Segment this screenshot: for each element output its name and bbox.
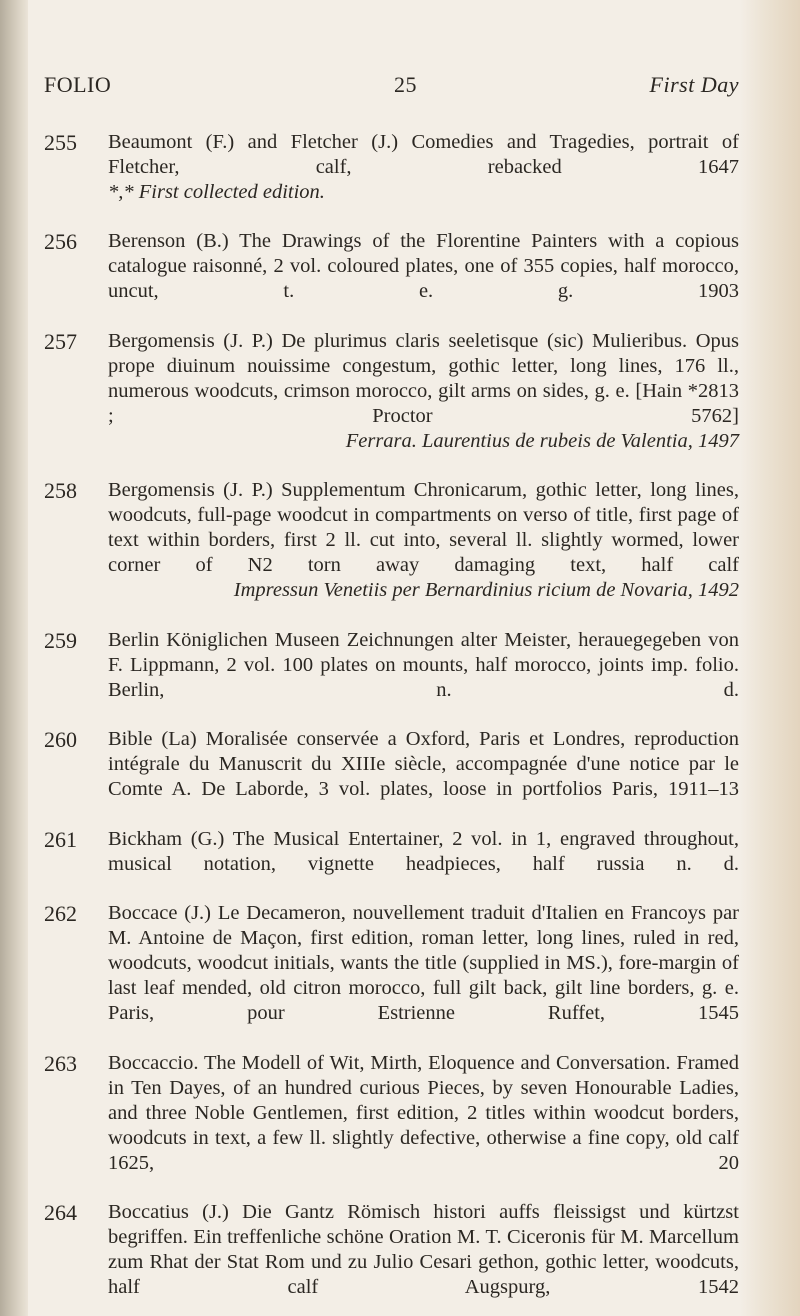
catalogue-entry	[44, 229, 739, 304]
page-edge-left	[0, 0, 28, 1316]
entry-description: Bickham (G.) The Musical Entertainer, 2 vol. in 1, engraved throughout, musical notation, vignette headpieces, half russia n. d.	[108, 827, 739, 875]
lot-number: 263	[44, 1050, 77, 1076]
entry-imprint: Ferrara. Laurentius de rubeis de Valentia, 1497	[345, 429, 739, 452]
entry-description: Berenson (B.) The Drawings of the Florentine Painters with a copious catalogue raisonné, 2 vol. coloured plates, one of 355 copies, half morocco, uncut, t. e. g. 1903	[108, 230, 739, 303]
format-label: FOLIO	[44, 72, 112, 97]
catalogue-entry	[44, 130, 739, 205]
page-edge-right	[740, 0, 800, 1316]
catalogue-entry	[44, 1200, 739, 1300]
entry-description: Boccatius (J.) Die Gantz Römisch histori auffs fleissigst und kürtzst begriffen. Ein treffenliche schöne Oration M. T. Ciceronis für M. Marcellum zum Rhat der Stat Rom und zu Julio Cesari gethon, gothic letter, woodcuts, half calf Augspurg, 1542	[108, 1201, 739, 1298]
entry-description: Berlin Königlichen Museen Zeichnungen alter Meister, herauegegeben von F. Lippmann, 2 vol. 100 plates on mounts, half morocco, joints imp. folio. Berlin, n. d.	[108, 628, 739, 701]
lot-number: 257	[44, 328, 77, 354]
entry-description: Bergomensis (J. P.) De plurimus claris seeletisque (sic) Mulieribus. Opus prope diuinum nouissime congestum, gothic letter, long lines, 176 ll., numerous woodcuts, crimson morocco, gilt arms on sides, g. e. [Hain *2813 ; Proctor 5762]	[108, 329, 739, 427]
lot-number: 261	[44, 826, 77, 852]
sale-day-label: First Day	[649, 72, 739, 97]
entry-description: Beaumont (F.) and Fletcher (J.) Comedies and Tragedies, portrait of Fletcher, calf, rebacked 1647	[108, 131, 739, 178]
catalogue-entry	[44, 901, 739, 1026]
catalogue-entry	[44, 478, 739, 603]
catalogue-entry	[44, 329, 739, 454]
entry-imprint: Impressun Venetiis per Bernardinius ricium de Novaria, 1492	[233, 579, 739, 602]
page-header	[44, 72, 739, 104]
lot-number: 256	[44, 229, 77, 255]
catalogue-entry	[44, 827, 739, 877]
catalogue-entry	[44, 628, 739, 703]
lot-number: 264	[44, 1200, 77, 1225]
entry-description: Boccace (J.) Le Decameron, nouvellement traduit d'Italien en Francoys par M. Antoine de Maçon, first edition, roman letter, long lines, ruled in red, woodcuts, woodcut initials, wants the title (supplied in MS.), fore-margin of last leaf mended, old citron morocco, full gilt back, gilt line borders, g. e. Paris, pour Estrienne Ruffet, 1545	[108, 902, 739, 1025]
entry-description: Boccaccio. The Modell of Wit, Mirth, Eloquence and Conversation. Framed in Ten Dayes, of an hundred curious Pieces, by seven Honourable Ladies, and three Noble Gentlemen, first edition, 2 titles within woodcut borders, woodcuts in text, a few ll. slightly defective, otherwise a fine copy, old calf 1625, 20	[108, 1051, 739, 1174]
lot-number: 258	[44, 478, 77, 504]
lot-number: 259	[44, 627, 77, 653]
lot-number: 260	[44, 727, 77, 753]
page-number: 25	[394, 72, 417, 97]
catalogue-entry	[44, 727, 739, 802]
catalogue-entry	[44, 1051, 739, 1176]
lot-number: 255	[44, 130, 77, 155]
entry-note: *,* First collected edition.	[108, 181, 325, 203]
entry-description: Bible (La) Moralisée conservée a Oxford, Paris et Londres, reproduction intégrale du Manuscrit du XIIIe siècle, accompagnée d'une notice par le Comte A. De Laborde, 3 vol. plates, loose in portfolios Paris, 1911–13	[108, 728, 739, 801]
lot-number: 262	[44, 901, 77, 927]
entry-description: Bergomensis (J. P.) Supplementum Chronicarum, gothic letter, long lines, woodcuts, full-page woodcut in compartments on verso of title, first page of text within borders, first 2 ll. cut into, several ll. slightly wormed, lower corner of N2 torn away damaging text, half calf	[108, 479, 739, 577]
